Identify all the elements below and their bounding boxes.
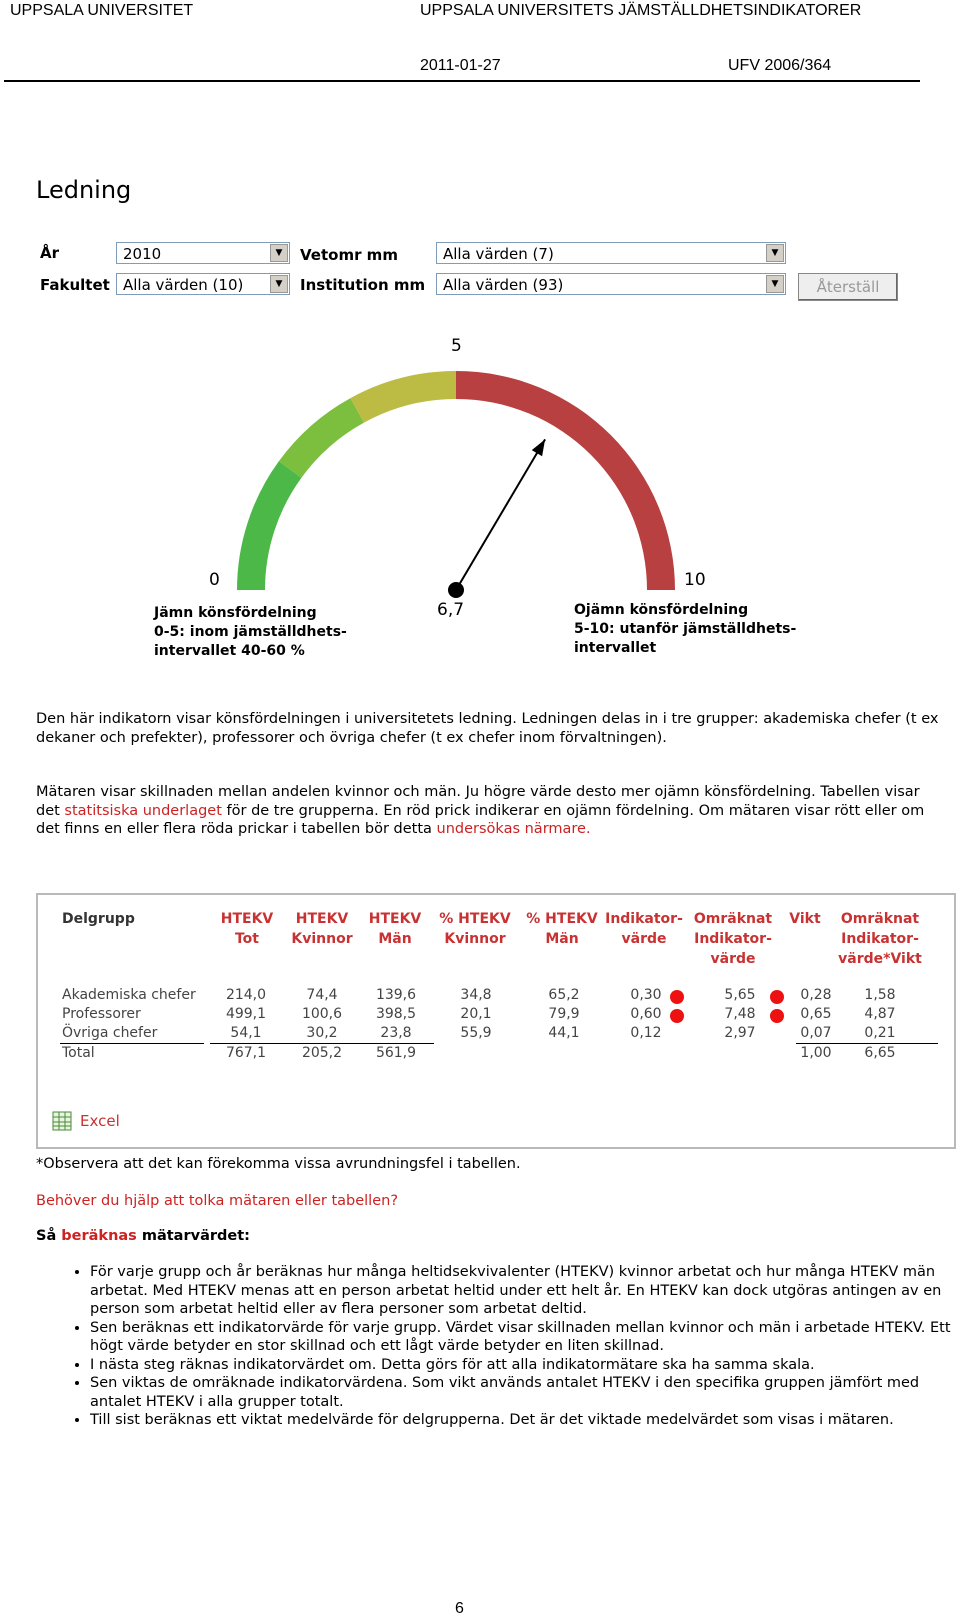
cell-man: 139,6 (375, 987, 417, 1003)
gauge-segment-red (456, 371, 675, 590)
total-rule (60, 1043, 204, 1044)
col-header-line: Indikator- (841, 931, 919, 947)
total-rule (796, 1043, 938, 1044)
spreadsheet-icon (52, 1111, 72, 1131)
rounding-note: *Observera att det kan förekomma vissa avrundningsfel i tabellen. (36, 1156, 521, 1172)
list-item: • Sen viktas de omräknade indikatorvärdena. Som vikt används antalet HTEKV i den specifika gruppen jämfört med antalet HTEKV i alla grupper totalt. (90, 1374, 956, 1411)
gauge-left-line: 0-5: inom jämställdhets- (154, 624, 347, 640)
cell-omraknat-vikt: 0,21 (864, 1025, 896, 1041)
cell-omraknat: 2,97 (724, 1025, 756, 1041)
chevron-down-icon[interactable]: ▼ (270, 244, 288, 262)
gauge-left-description (154, 604, 347, 661)
cell-vikt: 0,07 (800, 1025, 832, 1041)
cell-pct-kvinnor: 34,8 (460, 987, 492, 1003)
gauge-right-line: intervallet (574, 640, 657, 656)
col-header-line: Män (378, 931, 412, 947)
gauge-right-line: 5-10: utanför jämställdhets- (574, 621, 797, 637)
col-header-line: Indikator- (605, 911, 683, 927)
col-header-line: Kvinnor (291, 931, 353, 947)
cell-omraknat: 5,65 (724, 987, 756, 1003)
gauge-left-line: Jämn könsfördelning (154, 605, 317, 621)
cell-man: 398,5 (375, 1006, 417, 1022)
header-ref: UFV 2006/364 (728, 57, 832, 74)
cell-vikt: 0,28 (800, 987, 832, 1003)
cell-pct-man: 65,2 (548, 987, 580, 1003)
cell-kvinnor: 30,2 (306, 1025, 338, 1041)
col-header-line: Vikt (789, 911, 821, 927)
intro-paragraph-1: Den här indikatorn visar könsfördelningen i universitetets ledning. Ledningen delas in i tre grupper: akademiska chefer (t ex dekaner och prefekter), professorer och övriga chefer (t ex chefer inom förvaltningen). (36, 711, 939, 746)
header-left: UPPSALA UNIVERSITET (10, 2, 194, 19)
calc-steps-list (36, 1263, 956, 1430)
vetomr-label: Vetomr mm (300, 246, 398, 264)
cell-kvinnor: 100,6 (301, 1006, 343, 1022)
cell-indikator: 0,60 (630, 1006, 662, 1022)
cell-tot: 54,1 (230, 1025, 262, 1041)
red-dot-icon (770, 990, 784, 1004)
col-header-omraknat-vikt (830, 909, 930, 969)
ar-select-value: 2010 (123, 245, 162, 263)
col-header-line: värde*Vikt (838, 951, 922, 967)
col-header-man (362, 909, 428, 949)
cell-pct-kvinnor: 55,9 (460, 1025, 492, 1041)
col-header-vikt (780, 909, 830, 929)
col-header-delgrupp: Delgrupp (62, 911, 135, 927)
excel-label: Excel (80, 1112, 120, 1130)
col-header-line: värde (710, 951, 756, 967)
cell-omraknat-vikt: 4,87 (864, 1006, 896, 1022)
chevron-down-icon[interactable]: ▼ (766, 244, 784, 262)
calc-heading-text: mätarvärdet: (136, 1228, 250, 1244)
gauge-left-line: intervallet 40-60 % (154, 643, 305, 659)
total-rule (210, 1043, 434, 1044)
col-header-omraknat (690, 909, 776, 969)
cell-tot: 499,1 (225, 1006, 267, 1022)
gauge-needle (456, 439, 545, 590)
fakultet-label: Fakultet (40, 276, 110, 294)
cell-tot: 214,0 (225, 987, 267, 1003)
reset-button[interactable]: Återställ (798, 273, 898, 301)
header-right: UPPSALA UNIVERSITETS JÄMSTÄLLDHETSINDIKATORER (420, 2, 862, 19)
calc-heading (36, 1227, 948, 1246)
gauge-needle-arrowhead (532, 439, 545, 456)
cell-kvinnor: 205,2 (301, 1045, 343, 1061)
col-header-line: Omräknat (693, 911, 773, 927)
intro-paragraph-2 (36, 783, 948, 839)
col-header-line: Män (545, 931, 579, 947)
gauge-right-description (574, 601, 796, 658)
gauge-right-line: Ojämn könsfördelning (574, 602, 749, 618)
list-item: • Till sist beräknas ett viktat medelvärde för delgrupperna. Det är det viktade medelvärdet som visas i mätaren. (90, 1411, 956, 1430)
list-item: • Sen beräknas ett indikatorvärde för varje grupp. Värdet visar skillnaden mellan kvinnor och män i arbetade HTEKV. Ett högt värde betyder en stor skillnad och ett lågt värde betyder en liten skillnad. (90, 1319, 956, 1356)
cell-man: 23,8 (380, 1025, 412, 1041)
col-header-line: Tot (234, 931, 259, 947)
fakultet-select-value: Alla värden (10) (123, 276, 244, 294)
gauge-meter (0, 0, 960, 700)
list-item: • I nästa steg räknas indikatorvärdet om. Detta görs för att alla indikatormätare ska ha samma skala. (90, 1356, 956, 1375)
row-label: Total (62, 1045, 95, 1061)
gauge-min-label: 0 (209, 570, 220, 590)
col-header-line: % HTEKV (526, 911, 598, 927)
row-label: Professorer (62, 1006, 141, 1022)
red-dot-icon (770, 1009, 784, 1023)
col-header-line: % HTEKV (439, 911, 511, 927)
page-number: 6 (455, 1600, 464, 1617)
chevron-down-icon[interactable]: ▼ (766, 275, 784, 293)
cell-tot: 767,1 (225, 1045, 267, 1061)
col-header-line: HTEKV (220, 911, 274, 927)
gauge-segment-green (237, 461, 301, 590)
cell-vikt: 1,00 (800, 1045, 832, 1061)
cell-omraknat: 7,48 (724, 1006, 756, 1022)
calc-heading-text: Så (36, 1228, 62, 1244)
header-date: 2011-01-27 (420, 57, 501, 74)
row-label: Övriga chefer (62, 1025, 158, 1041)
ar-label: År (40, 244, 60, 262)
gauge-max-label: 10 (684, 570, 706, 590)
cell-pct-man: 44,1 (548, 1025, 580, 1041)
red-dot-icon (670, 990, 684, 1004)
col-header-line: HTEKV (295, 911, 349, 927)
gauge-segment-yellow (350, 371, 456, 423)
cell-kvinnor: 74,4 (306, 987, 338, 1003)
cell-pct-kvinnor: 20,1 (460, 1006, 492, 1022)
calc-link[interactable]: beräknas (61, 1228, 137, 1244)
page-title: Ledning (36, 176, 132, 204)
col-header-line: HTEKV (368, 911, 422, 927)
cell-vikt: 0,65 (800, 1006, 832, 1022)
statistics-link[interactable]: statitsiska underlaget (64, 802, 222, 819)
row-label: Akademiska chefer (62, 987, 196, 1003)
gauge-mid-label: 5 (451, 336, 462, 356)
cell-indikator: 0,30 (630, 987, 662, 1003)
col-header-line: Omräknat (840, 911, 920, 927)
col-header-kvinnor (284, 909, 360, 949)
red-dot-icon (670, 1009, 684, 1023)
cell-pct-man: 79,9 (548, 1006, 580, 1022)
investigate-link[interactable]: undersökas närmare. (436, 821, 591, 837)
help-link[interactable]: Behöver du hjälp att tolka mätaren eller tabellen? (36, 1193, 399, 1209)
intro-p2-text: för de tre grupperna. En röd prick indikerar en ojämn fördelning. Om mätaren visar rött eller om det finns en eller flera röda prickar i tabellen bör detta (36, 802, 925, 837)
col-header-pct-man (520, 909, 604, 949)
cell-indikator: 0,12 (630, 1025, 662, 1041)
chevron-down-icon[interactable]: ▼ (270, 275, 288, 293)
gauge-segment-lightgreen (279, 398, 364, 478)
col-header-pct-kvinnor (428, 909, 522, 949)
col-header-indikator (604, 909, 684, 949)
cell-man: 561,9 (375, 1045, 417, 1061)
col-header-line: Kvinnor (444, 931, 506, 947)
gauge-value-label: 6,7 (437, 600, 465, 620)
cell-omraknat-vikt: 6,65 (864, 1045, 896, 1061)
institution-select-value: Alla värden (93) (443, 276, 564, 294)
gauge-hub (448, 582, 464, 598)
col-header-line: värde (621, 931, 667, 947)
institution-label: Institution mm (300, 276, 426, 294)
col-header-tot (212, 909, 282, 949)
intro-p2-text: Mätaren visar skillnaden mellan andelen kvinnor och män. Ju högre värde desto mer ojämn könsfördelning. Tabellen visar det (36, 784, 920, 819)
cell-omraknat-vikt: 1,58 (864, 987, 896, 1003)
col-header-line: Indikator- (694, 931, 772, 947)
list-item: • För varje grupp och år beräknas hur många heltidsekvivalenter (HTEKV) kvinnor arbetat och hur många HTEKV män arbetat. Med HTEKV menas att en person arbetat heltid under ett helt år. En HTEKV kan dock utgöras antingen av en person som arbetat heltid eller av flera personer som arbetat deltid. (90, 1263, 956, 1319)
vetomr-select-value: Alla värden (7) (443, 245, 554, 263)
